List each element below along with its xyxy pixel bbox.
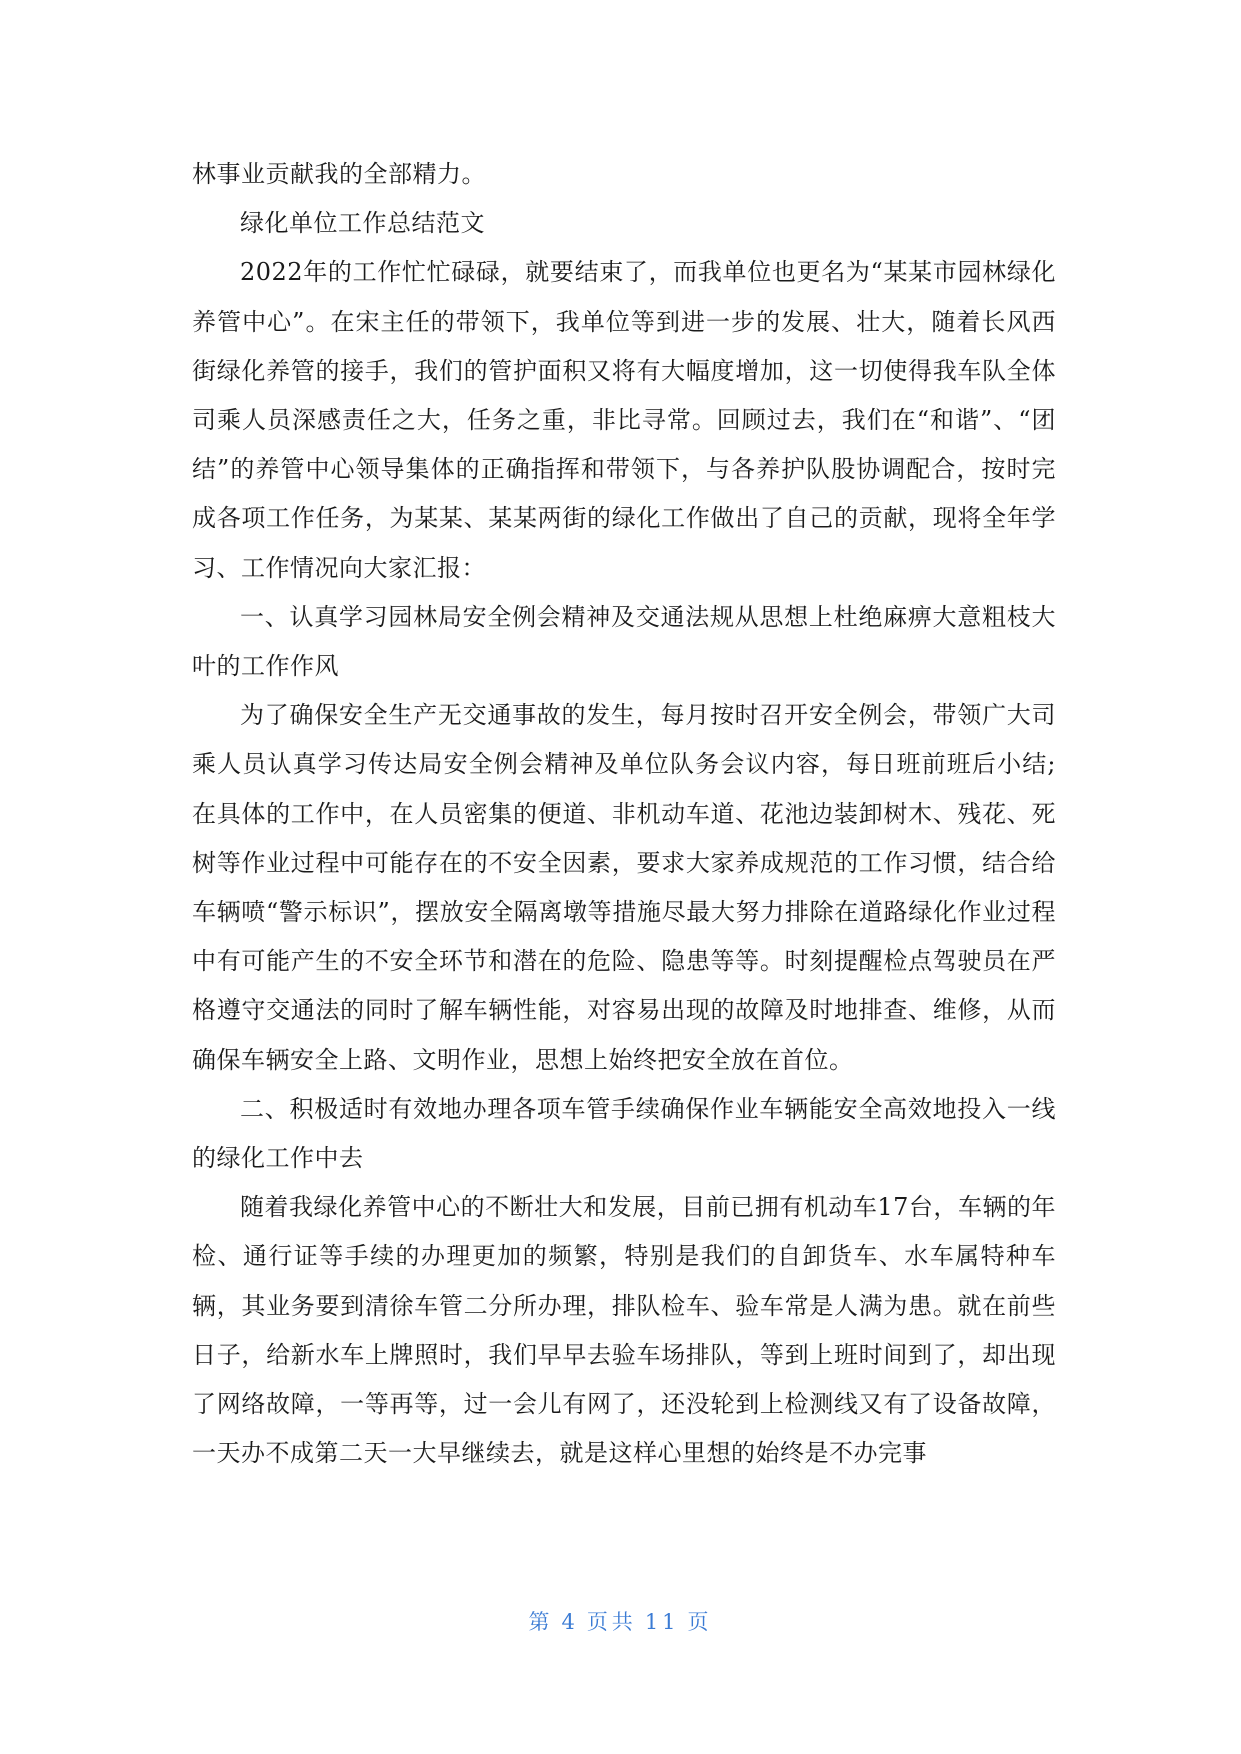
footer-page-total: 11	[644, 1610, 680, 1634]
paragraph-intro: 2022年的工作忙忙碌碌，就要结束了，而我单位也更名为“某某市园林绿化养管中心”。在宋主任的带领下，我单位等到进一步的发展、壮大，随着长风西街绿化养管的接手，我们的管护面积又将有大幅度增加，这一切使得我车队全体司乘人员深感责任之大，任务之重，非比寻常。回顾过去，我们在“和谐”、“团结”的养管中心领导集体的正确指挥和带领下，与各养护队股协调配合，按时完成各项工作任务，为某某、某某两街的绿化工作做出了自己的贡献，现将全年学习、工作情况向大家汇报：	[192, 258, 1056, 582]
footer-label-di: 第	[528, 1610, 554, 1634]
footer-page-current: 4	[561, 1610, 579, 1634]
footer-label-ye: 页	[687, 1610, 713, 1634]
paragraph-continuation: 林事业贡献我的全部精力。	[192, 160, 486, 188]
footer-label-ye-gong: 页共	[586, 1610, 637, 1634]
document-body	[192, 150, 1056, 1478]
paragraph-safety: 为了确保安全生产无交通事故的发生，每月按时召开安全例会，带领广大司乘人员认真学习传达局安全例会精神及单位队务会议内容，每日班前班后小结;在具体的工作中，在人员密集的便道、非机动车道、花池边装卸树木、残花、死树等作业过程中可能存在的不安全因素，要求大家养成规范的工作习惯，结合给车辆喷“警示标识”，摆放安全隔离墩等措施尽最大努力排除在道路绿化作业过程中有可能产生的不安全环节和潜在的危险、隐患等等。时刻提醒检点驾驶员在严格遵守交通法的同时了解车辆性能，对容易出现的故障及时地排查、维修，从而确保车辆安全上路、文明作业，思想上始终把安全放在首位。	[192, 701, 1056, 1074]
page-footer	[0, 1606, 1241, 1636]
subheading-two: 二、积极适时有效地办理各项车管手续确保作业车辆能安全高效地投入一线的绿化工作中去	[192, 1094, 1056, 1173]
section-heading: 绿化单位工作总结范文	[240, 209, 485, 238]
subheading-one: 一、认真学习园林局安全例会精神及交通法规从思想上杜绝麻痹大意粗枝大叶的工作作风	[192, 602, 1056, 681]
paragraph-vehicles: 随着我绿化养管中心的不断壮大和发展，目前已拥有机动车17台，车辆的年检、通行证等手续的办理更加的频繁，特别是我们的自卸货车、水车属特种车辆，其业务要到清徐车管二分所办理，排队检车、验车常是人满为患。就在前些日子，给新水车上牌照时，我们早早去验车场排队，等到上班时间到了，却出现了网络故障，一等再等，过一会儿有网了，还没轮到上检测线又有了设备故障，一天办不成第二天一大早继续去，就是这样心里想的始终是不办完事	[192, 1193, 1056, 1468]
